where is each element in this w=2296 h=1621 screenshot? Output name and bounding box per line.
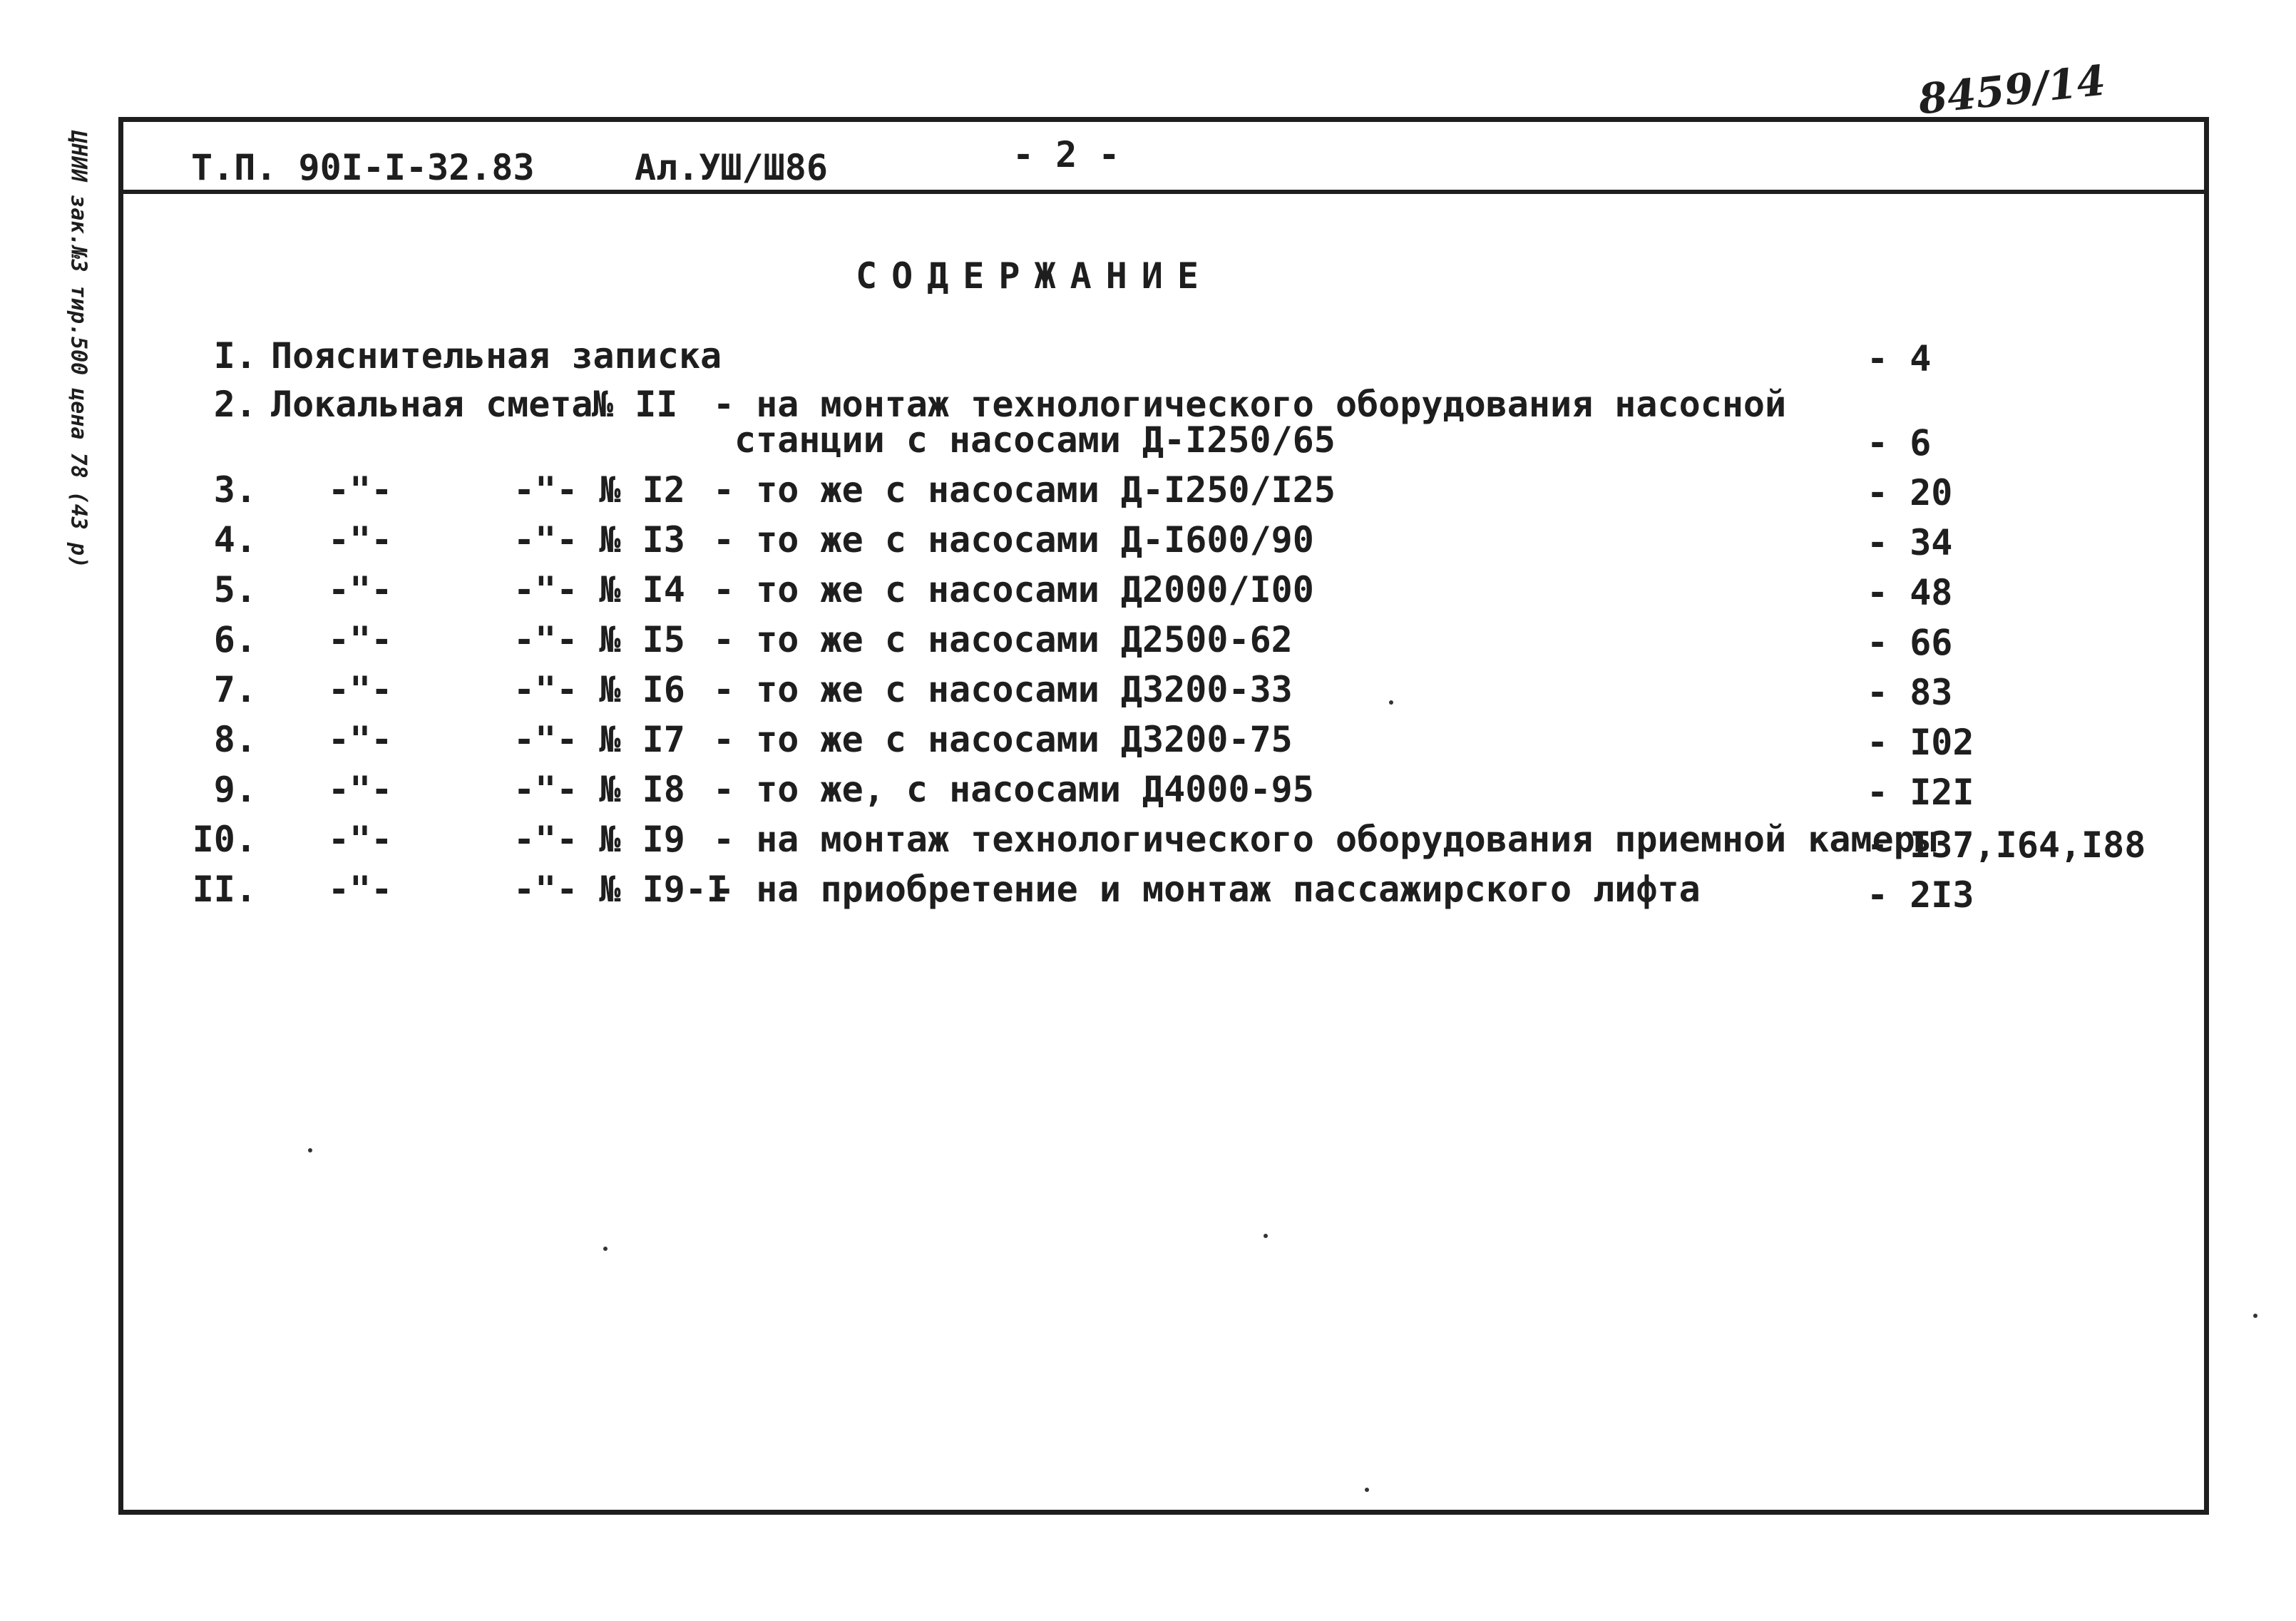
item-ref: № II bbox=[592, 384, 678, 425]
scan-speck bbox=[603, 1247, 608, 1251]
item-ref: -"- № I6 bbox=[513, 669, 685, 710]
scan-speck bbox=[308, 1148, 312, 1152]
item-page: - 6 bbox=[1867, 422, 1932, 464]
item-ref: -"- № I8 bbox=[513, 769, 685, 810]
page-number: - 2 - bbox=[1013, 134, 1120, 175]
item-ref: -"- № I4 bbox=[513, 569, 685, 610]
item-number: 7. bbox=[213, 669, 257, 710]
album-code: Ал.УШ/Ш86 bbox=[635, 147, 828, 188]
item-page: - I37,I64,I88 bbox=[1867, 824, 2146, 866]
item-col1: -"- bbox=[328, 869, 393, 910]
item-number: 6. bbox=[213, 619, 257, 660]
item-text: - на монтаж технологического оборудования насосной bbox=[713, 384, 1787, 425]
item-number: 9. bbox=[213, 769, 257, 810]
item-text: - то же с насосами Д3200-33 bbox=[713, 669, 1293, 710]
item-page: - 48 bbox=[1867, 572, 1953, 613]
side-print-stamp: ЦНИИ зак.№3 тир.500 цена 78 (43 р) bbox=[66, 130, 91, 569]
scan-speck bbox=[1365, 1488, 1369, 1492]
item-page: - 20 bbox=[1867, 472, 1953, 513]
item-col1: -"- bbox=[328, 519, 393, 561]
item-text: - то же с насосами Д-I600/90 bbox=[713, 519, 1314, 561]
item-number: I0. bbox=[192, 819, 257, 860]
item-col1: -"- bbox=[328, 719, 393, 760]
item-text-continuation: станции с насосами Д-I250/65 bbox=[734, 419, 1336, 461]
item-ref: -"- № I9 bbox=[513, 819, 685, 860]
item-ref: -"- № I3 bbox=[513, 519, 685, 561]
corner-handwritten-note: 8459/14 bbox=[1916, 56, 2108, 124]
item-text: - то же с насосами Д3200-75 bbox=[713, 719, 1293, 760]
scan-speck bbox=[1264, 1234, 1268, 1238]
item-page: - 66 bbox=[1867, 622, 1953, 663]
item-col1: -"- bbox=[328, 669, 393, 710]
item-number: 5. bbox=[213, 569, 257, 610]
item-col1: -"- bbox=[328, 619, 393, 660]
item-col1: Локальная смета bbox=[271, 384, 593, 425]
page-title: СОДЕРЖАНИЕ bbox=[856, 255, 1214, 297]
doc-code: Т.П. 90I-I-32.83 bbox=[191, 147, 535, 188]
item-text: - то же с насосами Д-I250/I25 bbox=[713, 469, 1336, 511]
item-text: - на приобретение и монтаж пассажирского лифта bbox=[713, 869, 1701, 910]
scan-speck bbox=[1389, 700, 1393, 705]
item-ref: -"- № I5 bbox=[513, 619, 685, 660]
item-col1: -"- bbox=[328, 819, 393, 860]
item-text: - то же с насосами Д2000/I00 bbox=[713, 569, 1314, 610]
item-page: - 34 bbox=[1867, 522, 1953, 563]
item-number: 8. bbox=[213, 719, 257, 760]
item-col1: -"- bbox=[328, 769, 393, 810]
item-number: 2. bbox=[213, 384, 257, 425]
item-ref: -"- № I2 bbox=[513, 469, 685, 511]
scan-speck bbox=[2253, 1314, 2257, 1318]
item-number: II. bbox=[192, 869, 257, 910]
item-page: - 4 bbox=[1867, 338, 1932, 379]
item-ref: -"- № I9-I bbox=[513, 869, 729, 910]
item-text: - на монтаж технологического оборудования приемной камеры bbox=[713, 819, 1937, 860]
item-text: - то же с насосами Д2500-62 bbox=[713, 619, 1293, 660]
item-page: - I2I bbox=[1867, 772, 1974, 813]
page-frame bbox=[118, 117, 2209, 1515]
item-page: - 2I3 bbox=[1867, 874, 1974, 916]
item-text: Пояснительная записка bbox=[271, 335, 722, 377]
item-col1: -"- bbox=[328, 569, 393, 610]
item-page: - 83 bbox=[1867, 672, 1953, 713]
item-ref: -"- № I7 bbox=[513, 719, 685, 760]
item-number: 3. bbox=[213, 469, 257, 511]
item-number: I. bbox=[213, 335, 257, 377]
header-divider bbox=[118, 190, 2209, 194]
item-number: 4. bbox=[213, 519, 257, 561]
item-text: - то же, с насосами Д4000-95 bbox=[713, 769, 1314, 810]
item-col1: -"- bbox=[328, 469, 393, 511]
item-page: - I02 bbox=[1867, 722, 1974, 763]
